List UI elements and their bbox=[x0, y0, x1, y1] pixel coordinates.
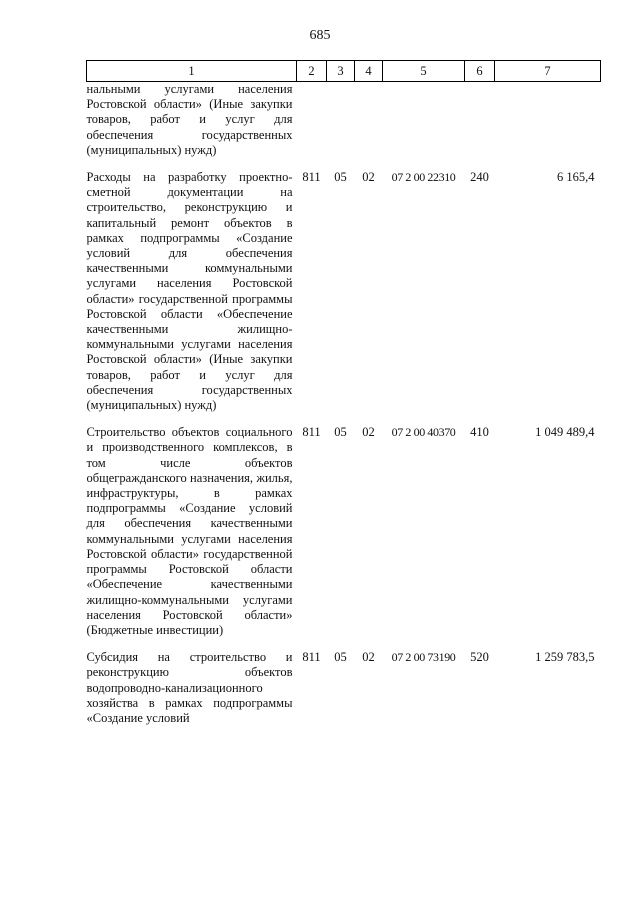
row-description: Субсидия на строительство и реконструкцию объектов водопроводно-канализационного хозяйства в рамках подпрограммы «Создание условий bbox=[86, 650, 293, 725]
cell-expense-type: 410 bbox=[470, 425, 489, 440]
cell-subsection: 02 bbox=[362, 170, 375, 185]
cell-ministry-code: 811 bbox=[302, 425, 321, 440]
column-header: 1 bbox=[87, 61, 297, 82]
column-header: 5 bbox=[383, 61, 465, 82]
column-header: 3 bbox=[327, 61, 355, 82]
cell-section: 05 bbox=[334, 170, 347, 185]
row-description: Строительство объектов социального и производственного комплексов, в том числе объектов общегражданского назначения, жилья, инфраструктуры, в рамках подпрограммы «Создание условий для обеспечения качественными коммунальными услугами населения Ростовской области» государственной программы Ростовской области «Обеспечение качественными жилищно-коммунальными услугами населения Ростовской области» (Бюджетные инвестиции) bbox=[86, 425, 293, 637]
table-header-row bbox=[87, 61, 601, 82]
cell-subsection: 02 bbox=[362, 650, 375, 665]
cell-ministry-code: 811 bbox=[302, 650, 321, 665]
cell-target-code: 07 2 00 40370 bbox=[391, 425, 456, 440]
table-row bbox=[87, 82, 601, 159]
cell-target-code bbox=[383, 82, 465, 159]
cell-target-code: 07 2 00 22310 bbox=[391, 170, 456, 185]
cell-amount: 1 049 489,4 bbox=[535, 425, 595, 440]
table-row bbox=[87, 425, 601, 638]
cell-amount bbox=[495, 82, 601, 159]
table-row bbox=[87, 170, 601, 413]
budget-table bbox=[86, 60, 601, 726]
cell-section bbox=[327, 82, 355, 159]
cell-expense-type: 240 bbox=[470, 170, 489, 185]
cell-target-code: 07 2 00 73190 bbox=[391, 650, 456, 665]
cell-subsection bbox=[355, 82, 383, 159]
column-header: 4 bbox=[355, 61, 383, 82]
cell-subsection: 02 bbox=[362, 425, 375, 440]
cell-ministry-code: 811 bbox=[302, 170, 321, 185]
column-header: 7 bbox=[495, 61, 601, 82]
cell-amount: 1 259 783,5 bbox=[535, 650, 595, 665]
cell-ministry-code bbox=[297, 82, 327, 159]
cell-section: 05 bbox=[334, 650, 347, 665]
cell-expense-type: 520 bbox=[470, 650, 489, 665]
page-number: 685 bbox=[309, 28, 331, 43]
row-description: Расходы на разработку проектно-сметной документации на строительство, реконструкцию и капитальный ремонт объектов в рамках подпрограммы «Создание условий для обеспечения качественными коммунальными услугами населения Ростовской области» государственной программы Ростовской области «Обеспечение качественными жилищно-коммунальными услугами населения Ростовской области» (Иные закупки товаров, работ и услуг для обеспечения государственных (муниципальных) нужд) bbox=[86, 170, 293, 413]
cell-amount: 6 165,4 bbox=[557, 170, 595, 185]
column-header: 6 bbox=[465, 61, 495, 82]
table-row bbox=[87, 650, 601, 726]
cell-section: 05 bbox=[334, 425, 347, 440]
cell-expense-type bbox=[465, 82, 495, 159]
column-header: 2 bbox=[297, 61, 327, 82]
row-description: нальными услугами населения Ростовской области» (Иные закупки товаров, работ и услуг для обеспечения государственных (муниципальных) нужд) bbox=[86, 82, 293, 157]
